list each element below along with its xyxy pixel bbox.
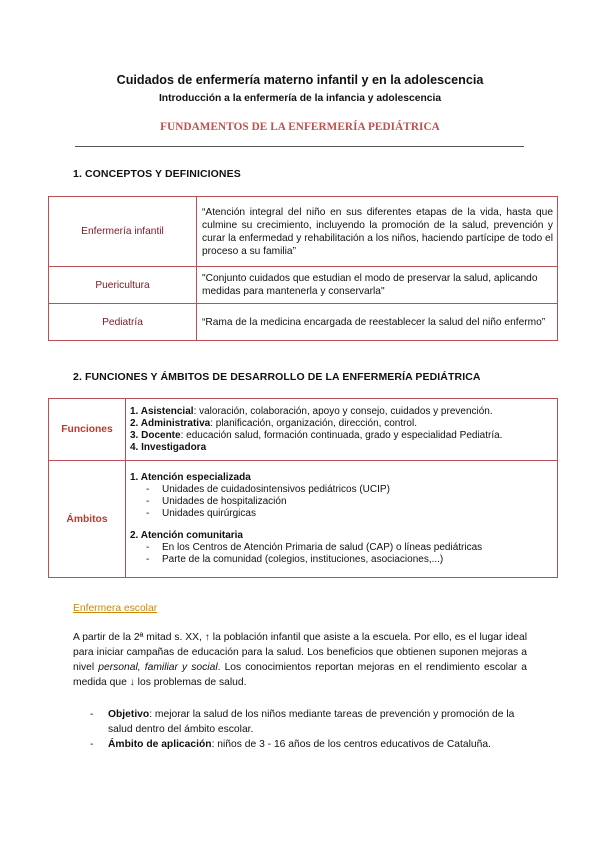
list-item: - En los Centros de Atención Primaria de salud (CAP) o líneas pediátricas <box>130 542 553 554</box>
table-row <box>49 461 558 578</box>
definitions-table <box>48 196 558 341</box>
ambitos-label: Ámbitos <box>49 461 126 578</box>
list-item: 1. Asistencial: valoración, colaboración, apoyo y consejo, cuidados y prevención. <box>130 405 493 417</box>
title-divider <box>75 146 524 147</box>
list-item: - Parte de la comunidad (colegios, instituciones, asociaciones,...) <box>130 554 553 566</box>
list-item: - Unidades de hospitalización <box>130 496 553 508</box>
term-definition: “Atención integral del niño en sus diferentes etapas de la vida, hasta que culmine su crecimiento, incluyendo la promoción de la salud, prevención y curar la enfermedad y rehabilitación a los niños, haciendo partícipe de todo el proceso a su familia” <box>197 197 558 267</box>
table-row <box>49 304 558 341</box>
term-definition: "Conjunto cuidados que estudian el modo de preservar la salud, aplicando medidas para mantenerla y conservarla" <box>197 267 558 304</box>
list-item: 4. Investigadora <box>130 441 207 453</box>
heading-funciones: 2. FUNCIONES Y ÁMBITOS DE DESARROLLO DE LA ENFERMERÍA PEDIÁTRICA <box>73 371 481 383</box>
group-title: 2. Atención comunitaria <box>130 530 243 541</box>
term-definition: “Rama de la medicina encargada de reestablecer la salud del niño enfermo” <box>197 304 558 341</box>
list-item: - Objetivo: mejorar la salud de los niños mediante tareas de prevención y promoción de la salud dentro del ámbito escolar. <box>90 709 515 735</box>
list-item: 2. Administrativa: planificación, organización, dirección, control. <box>130 417 417 429</box>
table-row <box>49 267 558 304</box>
ambitos-content <box>126 461 558 578</box>
school-nurse-paragraph: A partir de la 2ª mitad s. XX, ↑ la población infantil que asiste a la escuela. Por ello, es el lugar ideal para iniciar campañas de educación para la salud. Los beneficios que obtienen suponen mejoras a nivel personal, familiar y social. Los conocimientos reportan mejoras en el rendimiento escolar a medida que ↓ los problemas de salud. <box>73 632 527 688</box>
bullet-dash: - <box>90 709 94 720</box>
group-title: 1. Atención especializada <box>130 472 251 483</box>
funciones-content <box>126 399 558 461</box>
list-item: - Unidades de cuidadosintensivos pediátricos (UCIP) <box>130 484 553 496</box>
section-title: FUNDAMENTOS DE LA ENFERMERÍA PEDIÁTRICA <box>160 121 440 133</box>
document-title: Cuidados de enfermería materno infantil y en la adolescencia <box>116 73 484 87</box>
document-subtitle: Introducción a la enfermería de la infancia y adolescencia <box>158 93 442 104</box>
heading-conceptos: 1. CONCEPTOS Y DEFINICIONES <box>73 168 241 180</box>
term-label: Puericultura <box>49 267 197 304</box>
table-row <box>49 399 558 461</box>
bullet-dash: - <box>90 739 94 750</box>
list-item: - Ámbito de aplicación: niños de 3 - 16 años de los centros educativos de Cataluña. <box>90 739 491 750</box>
term-label: Enfermería infantil <box>49 197 197 267</box>
funciones-label: Funciones <box>49 399 126 461</box>
school-nurse-heading: Enfermera escolar <box>73 603 158 614</box>
term-label: Pediatría <box>49 304 197 341</box>
table-row <box>49 197 558 267</box>
list-item: - Unidades quirúrgicas <box>130 508 553 520</box>
functions-table <box>48 398 558 578</box>
list-item: 3. Docente: educación salud, formación continuada, grado y especialidad Pediatría. <box>130 429 503 441</box>
